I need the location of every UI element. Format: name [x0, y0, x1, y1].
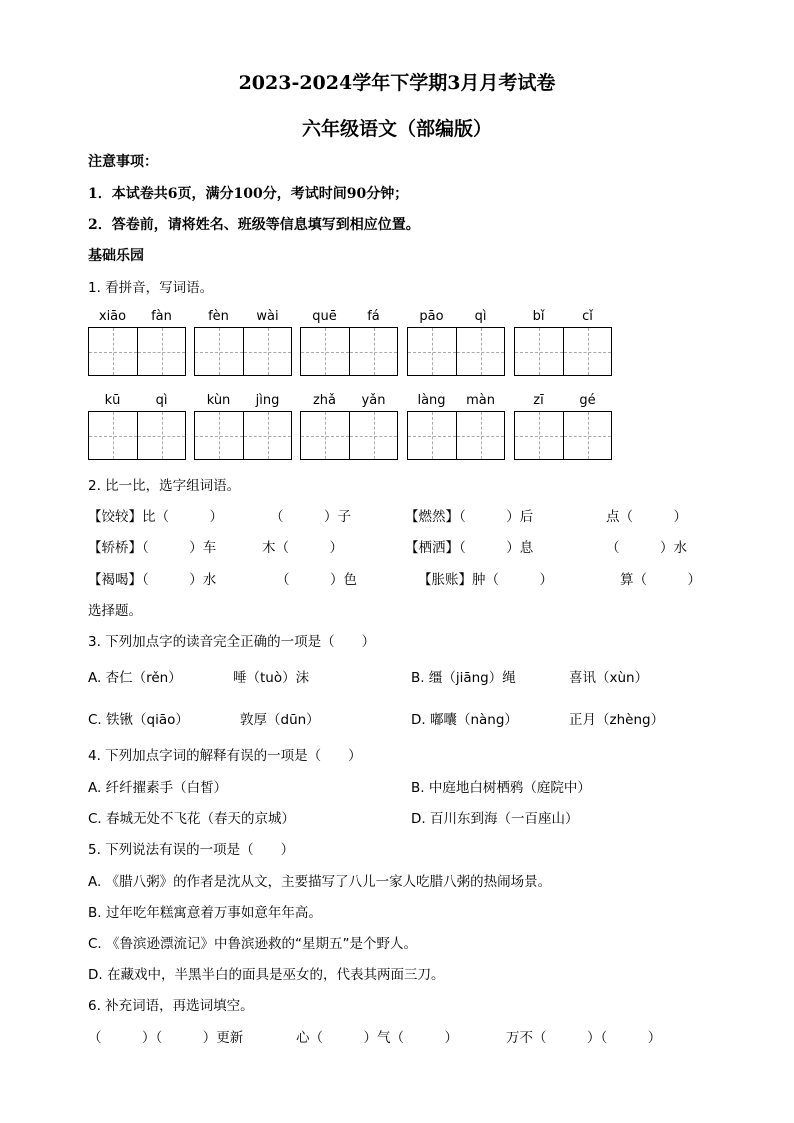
pinyin: làng	[417, 393, 446, 408]
q4-option-d: D. 百川东到海（一百座山）	[411, 811, 579, 827]
pinyin: zhǎ	[312, 393, 337, 408]
notice-heading: 注意事项：	[88, 154, 158, 170]
q4-option-b: B. 中庭地白树栖鸦（庭院中）	[411, 780, 591, 796]
exam-title: 2023-2024学年下学期3月月考试卷	[238, 72, 556, 94]
q5-option-b: B. 过年吃年糕寓意着万事如意年年高。	[88, 905, 322, 921]
writing-grid[interactable]	[88, 327, 186, 376]
pinyin: quē	[312, 309, 337, 324]
q1-prompt: 1. 看拼音，写词语。	[88, 280, 214, 296]
q2-item: （ ）色	[276, 572, 357, 588]
q3-option: A. 杏仁（rěn）	[88, 670, 182, 686]
q2-item: 木（ ）	[262, 540, 343, 556]
pinyin: yǎn	[361, 393, 386, 408]
q6-blank: 万不（ ）（ ）	[506, 1030, 662, 1046]
writing-grid[interactable]	[407, 327, 505, 376]
exam-subtitle: 六年级语文（部编版）	[301, 118, 492, 140]
q3-option-word: 唾（tuò）沫	[233, 670, 310, 686]
pinyin: fàn	[151, 309, 172, 324]
q2-item: 【胀账】肿（ ）	[418, 572, 553, 588]
q3-option: C. 铁锹（qiāo）	[88, 712, 189, 728]
pinyin: qì	[155, 393, 168, 408]
writing-grid[interactable]	[88, 411, 186, 460]
q2-prompt: 2. 比一比，选字组词语。	[88, 478, 241, 494]
pinyin: fèn	[208, 309, 229, 324]
writing-grid[interactable]	[300, 411, 398, 460]
pinyin: màn	[466, 393, 495, 408]
writing-grid[interactable]	[300, 327, 398, 376]
q3-prompt: 3. 下列加点字的读音完全正确的一项是（ ）	[88, 634, 376, 650]
q3-option-word: 敦厚（dūn）	[240, 712, 320, 728]
pinyin: gé	[579, 393, 596, 408]
pinyin: pāo	[419, 309, 444, 324]
q2-item: 【轿桥】（ ）车	[88, 540, 217, 556]
q3-option: D. 嘟囔（nàng）	[411, 712, 518, 728]
q2-item: 【褐喝】（ ）水	[88, 572, 217, 588]
section-choice: 选择题。	[88, 603, 142, 619]
q3-option-word: 正月（zhèng）	[569, 712, 665, 728]
q2-item: 点（ ）	[606, 509, 687, 525]
q5-option-d: D. 在藏戏中，半黑半白的面具是巫女的，代表其两面三刀。	[88, 967, 445, 983]
q4-prompt: 4. 下列加点字词的解释有误的一项是（ ）	[88, 748, 362, 764]
q2-item: （ ）子	[270, 509, 351, 525]
writing-grid[interactable]	[514, 327, 612, 376]
q4-option-c: C. 春城无处不飞花（春天的京城）	[88, 811, 296, 827]
pinyin: qì	[474, 309, 487, 324]
notice-item-2: 2．答卷前，请将姓名、班级等信息填写到相应位置。	[88, 217, 420, 233]
q4-option-a: A. 纤纤擢素手（白皙）	[88, 780, 228, 796]
q2-item: 【饺较】比（ ）	[88, 509, 223, 525]
q5-option-c: C. 《鲁滨逊漂流记》中鲁滨逊救的“星期五”是个野人。	[88, 936, 417, 952]
q3-option-word: 喜讯（xùn）	[569, 670, 649, 686]
pinyin: bǐ	[532, 309, 545, 324]
writing-grid[interactable]	[514, 411, 612, 460]
q6-blank: （ ）（ ）更新	[88, 1030, 244, 1046]
writing-grid[interactable]	[194, 327, 292, 376]
q6-prompt: 6. 补充词语，再选词填空。	[88, 998, 254, 1014]
q2-item: 【栖洒】（ ）息	[405, 540, 534, 556]
q5-prompt: 5. 下列说法有误的一项是（ ）	[88, 842, 295, 858]
writing-grid[interactable]	[407, 411, 505, 460]
pinyin: jìng	[255, 393, 280, 408]
pinyin: xiāo	[98, 309, 127, 324]
writing-grid[interactable]	[194, 411, 292, 460]
pinyin: fá	[367, 309, 380, 324]
pinyin: kùn	[206, 393, 231, 408]
pinyin: kū	[104, 393, 121, 408]
pinyin: wài	[256, 309, 279, 324]
q2-item: （ ）水	[606, 540, 687, 556]
q5-option-a: A. 《腊八粥》的作者是沈从文，主要描写了八儿一家人吃腊八粥的热闹场景。	[88, 874, 552, 890]
q2-item: 【燃然】（ ）后	[405, 509, 534, 525]
pinyin: zī	[533, 393, 544, 408]
pinyin: cǐ	[582, 309, 593, 324]
q3-option: B. 缰（jiāng）绳	[411, 670, 516, 686]
notice-item-1: 1．本试卷共6页，满分100分，考试时间90分钟；	[88, 186, 409, 202]
q2-item: 算（ ）	[620, 572, 701, 588]
q6-blank: 心（ ）气（ ）	[296, 1030, 458, 1046]
section-basic: 基础乐园	[88, 248, 144, 264]
